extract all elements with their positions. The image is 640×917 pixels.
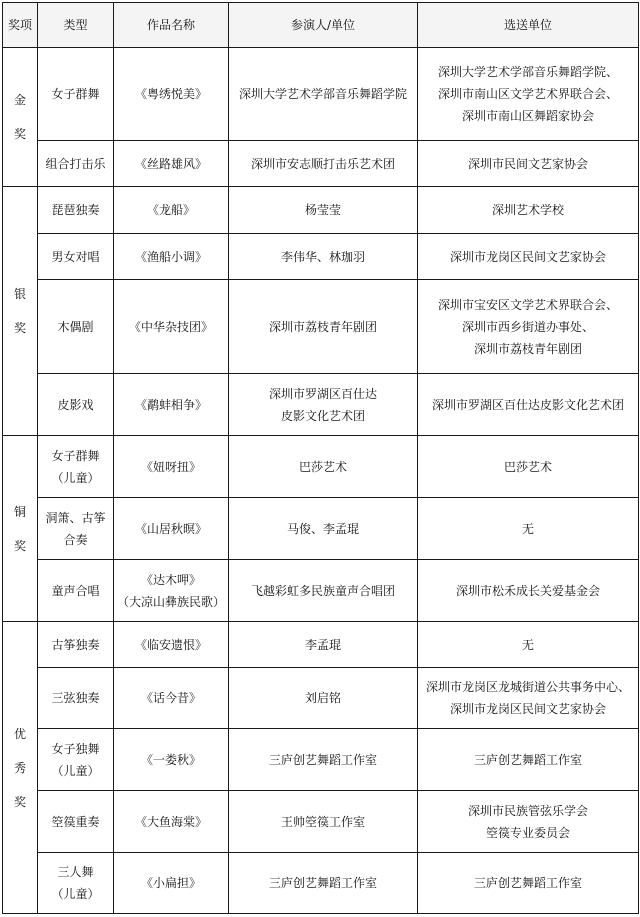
cell-line: 深圳市西乡街道办事处、 bbox=[461, 319, 594, 334]
submitter-cell bbox=[418, 436, 639, 498]
cell-line: 深圳市安志顺打击乐艺术团 bbox=[250, 156, 395, 171]
cell-line: 《小扁担》 bbox=[140, 876, 201, 890]
header-performer: 参演人/单位 bbox=[229, 3, 418, 48]
cell-line: 《大鱼海棠》 bbox=[134, 814, 207, 829]
cell-line: 《妞呀扭》 bbox=[140, 459, 201, 474]
cell-line: 深圳大学艺术学部音乐舞蹈学院、 bbox=[437, 65, 618, 79]
cell-line: 《丝路雄风》 bbox=[134, 156, 207, 171]
table-row bbox=[3, 622, 639, 668]
title-cell bbox=[114, 622, 229, 668]
cell-line: 三人舞 bbox=[57, 865, 94, 879]
cell-line: 古筝独奏 bbox=[51, 637, 100, 652]
cell-line: 琵琶独奏 bbox=[51, 203, 100, 217]
cell-line: 《山居秋暝》 bbox=[134, 521, 207, 536]
cell-line: 《中华杂技团》 bbox=[128, 319, 213, 334]
submitter-cell bbox=[418, 234, 639, 280]
cell-line: 深圳市民族管弦乐学会 bbox=[467, 803, 588, 818]
title-cell bbox=[114, 729, 229, 791]
submitter-cell bbox=[418, 498, 639, 560]
award-level-cell bbox=[3, 436, 38, 622]
cell-line: 无 bbox=[521, 637, 534, 652]
award-char: 奖 bbox=[13, 321, 26, 335]
type-cell bbox=[38, 187, 114, 234]
header-type: 类型 bbox=[38, 3, 114, 48]
title-cell bbox=[114, 234, 229, 280]
table-row bbox=[3, 374, 639, 436]
cell-line: 《渔船小调》 bbox=[134, 249, 207, 264]
title-cell bbox=[114, 436, 229, 498]
award-char: 奖 bbox=[13, 127, 26, 141]
award-level-cell bbox=[3, 48, 38, 187]
cell-line: 箜篌重奏 bbox=[51, 814, 100, 829]
cell-line: 无 bbox=[521, 521, 534, 536]
table-row bbox=[3, 560, 639, 622]
type-cell bbox=[38, 791, 114, 853]
cell-line: 深圳市松禾成长关爱基金会 bbox=[455, 583, 600, 598]
cell-line: 三庐创艺舞蹈工作室 bbox=[473, 876, 582, 890]
award-char: 银 bbox=[13, 287, 26, 301]
cell-line: 女子群舞 bbox=[51, 448, 100, 463]
cell-line: 箜篌专业委员会 bbox=[485, 825, 570, 840]
cell-line: 王帅箜篌工作室 bbox=[280, 814, 365, 829]
cell-line: 三弦独奏 bbox=[51, 691, 100, 705]
header-row bbox=[3, 3, 639, 48]
cell-line: 马俊、李孟琨 bbox=[286, 521, 359, 536]
cell-line: 女子独舞 bbox=[51, 741, 100, 756]
award-char: 奖 bbox=[13, 794, 26, 809]
type-cell bbox=[38, 729, 114, 791]
table-row bbox=[3, 668, 639, 729]
cell-line: 皮影文化艺术团 bbox=[280, 408, 365, 423]
table-row bbox=[3, 187, 639, 234]
table-row bbox=[3, 280, 639, 374]
award-level-cell bbox=[3, 622, 38, 914]
cell-line: 深圳市罗湖区百仕达皮影文化艺术团 bbox=[431, 397, 624, 412]
cell-line: 童声合唱 bbox=[51, 583, 100, 598]
performer-cell bbox=[229, 498, 418, 560]
table-row bbox=[3, 791, 639, 853]
cell-line: 合奏 bbox=[63, 532, 88, 547]
cell-line: 深圳市龙岗区民间文艺家协会 bbox=[449, 249, 606, 264]
title-cell bbox=[114, 280, 229, 374]
cell-line: 深圳市南山区文学艺术界联合会、 bbox=[437, 87, 618, 101]
awards-table bbox=[2, 2, 639, 914]
award-char: 金 bbox=[13, 93, 26, 107]
type-cell bbox=[38, 498, 114, 560]
performer-cell bbox=[229, 622, 418, 668]
submitter-cell bbox=[418, 791, 639, 853]
table-row bbox=[3, 234, 639, 280]
type-cell bbox=[38, 622, 114, 668]
cell-line: 李孟琨 bbox=[304, 637, 341, 652]
cell-line: 深圳市龙岗区龙城街道公共事务中心、 bbox=[425, 680, 630, 694]
submitter-cell bbox=[418, 853, 639, 914]
type-cell bbox=[38, 234, 114, 280]
header-submitter: 选送单位 bbox=[418, 3, 639, 48]
table-row bbox=[3, 48, 639, 141]
type-cell bbox=[38, 853, 114, 914]
submitter-cell bbox=[418, 280, 639, 374]
title-cell bbox=[114, 853, 229, 914]
performer-cell bbox=[229, 729, 418, 791]
type-cell bbox=[38, 48, 114, 141]
award-char: 优 bbox=[13, 726, 26, 741]
performer-cell bbox=[229, 141, 418, 187]
cell-line: 《龙船》 bbox=[146, 203, 195, 217]
table-row bbox=[3, 141, 639, 187]
table-row bbox=[3, 436, 639, 498]
cell-line: （大凉山彝族民歌） bbox=[116, 594, 225, 609]
submitter-cell bbox=[418, 668, 639, 729]
submitter-cell bbox=[418, 48, 639, 141]
cell-line: 深圳市民间文艺家协会 bbox=[467, 156, 588, 171]
table-row bbox=[3, 498, 639, 560]
performer-cell bbox=[229, 560, 418, 622]
submitter-cell bbox=[418, 141, 639, 187]
performer-cell bbox=[229, 280, 418, 374]
award-char: 铜 bbox=[13, 504, 26, 519]
cell-line: 《临安遗恨》 bbox=[134, 637, 207, 652]
performer-cell bbox=[229, 374, 418, 436]
performer-cell bbox=[229, 187, 418, 234]
award-level-cell bbox=[3, 187, 38, 436]
performer-cell bbox=[229, 436, 418, 498]
performer-cell bbox=[229, 853, 418, 914]
performer-cell bbox=[229, 791, 418, 853]
cell-line: 深圳市罗湖区百仕达 bbox=[268, 386, 377, 401]
type-cell bbox=[38, 668, 114, 729]
type-cell bbox=[38, 280, 114, 374]
cell-line: 三庐创艺舞蹈工作室 bbox=[268, 752, 377, 767]
title-cell bbox=[114, 141, 229, 187]
title-cell bbox=[114, 560, 229, 622]
cell-line: 深圳市宝安区文学艺术界联合会、 bbox=[437, 297, 618, 312]
cell-line: 巴莎艺术 bbox=[298, 459, 347, 474]
table-body bbox=[3, 48, 639, 914]
cell-line: 《粤绣悦美》 bbox=[134, 87, 207, 101]
cell-line: （儿童） bbox=[51, 470, 100, 485]
cell-line: 《一娄秋》 bbox=[140, 752, 201, 767]
table-row bbox=[3, 729, 639, 791]
cell-line: 刘启铭 bbox=[304, 691, 341, 705]
cell-line: 《达木呷》 bbox=[140, 572, 201, 587]
cell-line: 深圳市荔枝青年剧团 bbox=[473, 341, 582, 356]
cell-line: 李伟华、林珈羽 bbox=[280, 249, 365, 264]
title-cell bbox=[114, 374, 229, 436]
cell-line: 《话今昔》 bbox=[140, 691, 201, 705]
cell-line: 飞越彩虹多民族童声合唱团 bbox=[250, 583, 395, 598]
cell-line: 深圳市龙岗区民间文艺家协会 bbox=[449, 702, 606, 716]
submitter-cell bbox=[418, 729, 639, 791]
cell-line: 三庐创艺舞蹈工作室 bbox=[268, 876, 377, 890]
table-header bbox=[3, 3, 639, 48]
title-cell bbox=[114, 668, 229, 729]
performer-cell bbox=[229, 668, 418, 729]
type-cell bbox=[38, 436, 114, 498]
type-cell bbox=[38, 141, 114, 187]
performer-cell bbox=[229, 48, 418, 141]
cell-line: （儿童） bbox=[51, 763, 100, 778]
submitter-cell bbox=[418, 187, 639, 234]
title-cell bbox=[114, 791, 229, 853]
title-cell bbox=[114, 187, 229, 234]
performer-cell bbox=[229, 234, 418, 280]
cell-line: 杨莹莹 bbox=[304, 203, 341, 217]
cell-line: 深圳艺术学校 bbox=[491, 203, 564, 217]
award-char: 奖 bbox=[13, 538, 26, 553]
header-award: 奖项 bbox=[3, 3, 38, 48]
cell-line: 巴莎艺术 bbox=[503, 459, 552, 474]
award-char: 秀 bbox=[13, 760, 26, 775]
cell-line: 皮影戏 bbox=[57, 397, 94, 412]
type-cell bbox=[38, 560, 114, 622]
submitter-cell bbox=[418, 374, 639, 436]
cell-line: 洞箫、古筝 bbox=[45, 510, 106, 525]
title-cell bbox=[114, 498, 229, 560]
submitter-cell bbox=[418, 560, 639, 622]
cell-line: 女子群舞 bbox=[51, 87, 100, 101]
title-cell bbox=[114, 48, 229, 141]
cell-line: 组合打击乐 bbox=[45, 156, 106, 171]
type-cell bbox=[38, 374, 114, 436]
cell-line: 男女对唱 bbox=[51, 249, 100, 264]
cell-line: 木偶剧 bbox=[57, 319, 94, 334]
cell-line: 《鹬蚌相争》 bbox=[134, 397, 207, 412]
header-title: 作品名称 bbox=[114, 3, 229, 48]
submitter-cell bbox=[418, 622, 639, 668]
cell-line: （儿童） bbox=[51, 887, 100, 901]
cell-line: 深圳大学艺术学部音乐舞蹈学院 bbox=[238, 87, 407, 101]
cell-line: 深圳市荔枝青年剧团 bbox=[268, 319, 377, 334]
cell-line: 三庐创艺舞蹈工作室 bbox=[473, 752, 582, 767]
table-row bbox=[3, 853, 639, 914]
cell-line: 深圳市南山区舞蹈家协会 bbox=[461, 109, 594, 123]
